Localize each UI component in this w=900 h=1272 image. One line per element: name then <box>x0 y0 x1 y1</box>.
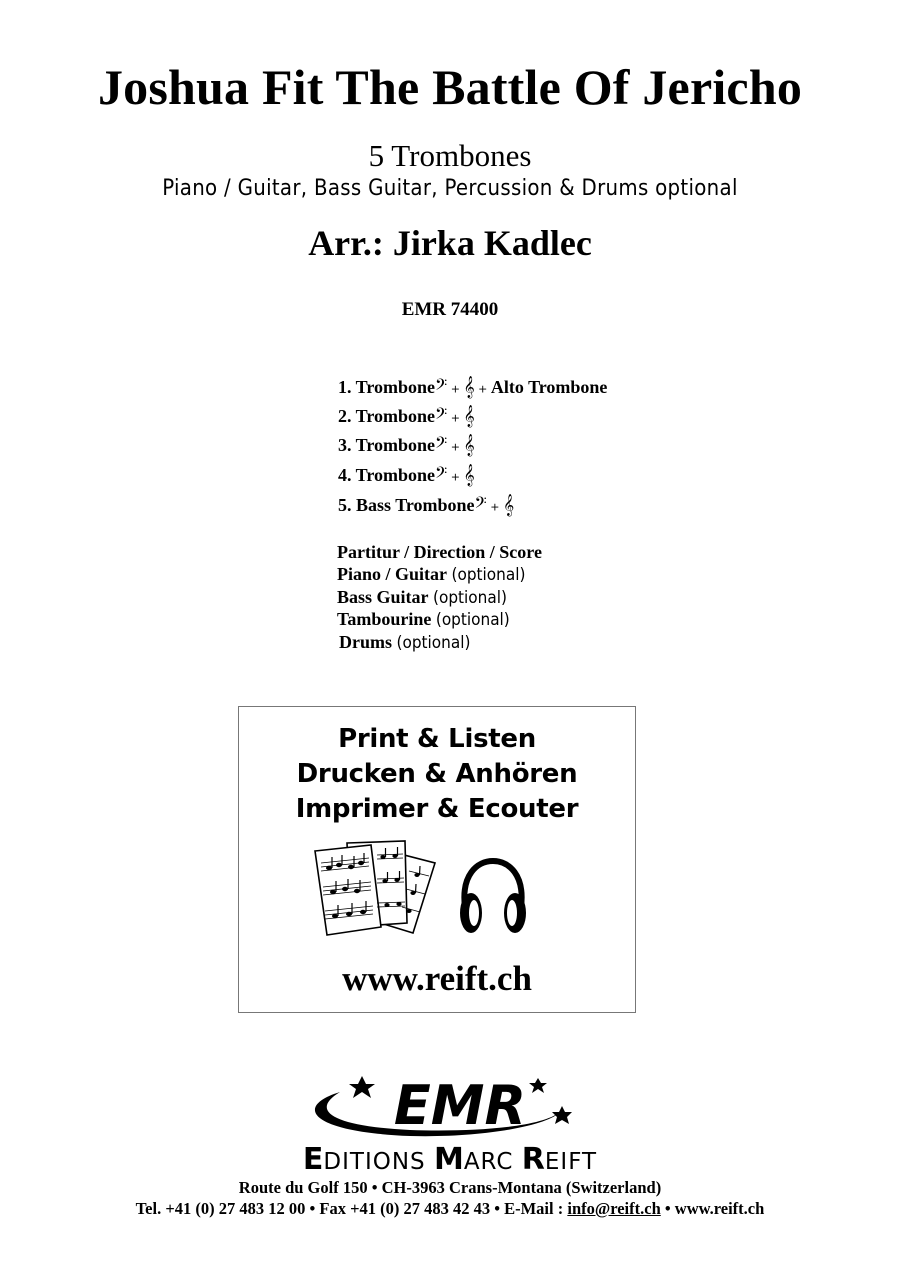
extra-item <box>337 587 507 608</box>
part-label: 4. Trombone <box>338 465 436 485</box>
treble-clef-icon: 𝄞 <box>463 464 475 486</box>
promo-line-2: Drucken & Anhören <box>296 759 578 789</box>
extra-note: (optional) <box>435 610 510 630</box>
promo-line-3: Imprimer & Ecouter <box>295 794 579 824</box>
part-label: 2. Trombone <box>338 406 436 426</box>
sheet-music-icon <box>311 837 441 937</box>
email-link[interactable]: info@reift.ch <box>567 1199 661 1218</box>
extra-name: Drums <box>339 632 392 652</box>
extra-note: (optional) <box>433 588 507 608</box>
publisher-name: EDITIONS MARC REIFT <box>302 1142 598 1177</box>
catalog-number: EMR 74400 <box>401 299 499 320</box>
arranger: Arr.: Jirka Kadlec <box>308 223 592 263</box>
footer-contact: Tel. +41 (0) 27 483 12 00 • Fax +41 (0) 27 483 42 43 • E-Mail : info@reift.ch • www.reift.ch <box>135 1199 765 1218</box>
part-item: 2. Trombone𝄢 + 𝄞 <box>338 405 475 427</box>
logo-text: EMR <box>393 1074 527 1137</box>
extra-item <box>337 564 525 585</box>
extra-name: Piano / Guitar <box>337 564 448 584</box>
promo-url[interactable]: www.reift.ch <box>342 959 532 998</box>
part-item: 1. Trombone𝄢 + 𝄞 + Alto Trombone <box>338 376 608 398</box>
extra-name: Tambourine <box>337 609 432 629</box>
extra-name: Bass Guitar <box>337 587 429 607</box>
promo-box <box>238 706 636 1013</box>
bass-clef-icon: 𝄢 <box>474 494 487 516</box>
treble-clef-icon: 𝄞 <box>463 405 475 427</box>
treble-clef-icon: 𝄞 <box>463 434 475 456</box>
extra-name: Partitur / Direction / Score <box>337 542 542 562</box>
page-title: Joshua Fit The Battle Of Jericho <box>97 59 803 115</box>
bass-clef-icon: 𝄢 <box>435 376 448 398</box>
part-label: 5. Bass Trombone <box>338 495 475 515</box>
footer-address: Route du Golf 150 • CH-3963 Crans-Montana (Switzerland) <box>238 1178 662 1197</box>
part-label: 1. Trombone <box>338 377 436 397</box>
extra-note: (optional) <box>451 565 526 585</box>
optional-instruments: Piano / Guitar, Bass Guitar, Percussion & Drums optional <box>162 176 738 201</box>
part-item: 3. Trombone𝄢 + 𝄞 <box>338 434 475 456</box>
emr-logo <box>300 1072 590 1144</box>
part-item: 4. Trombone𝄢 + 𝄞 <box>338 464 475 486</box>
part-label: 3. Trombone <box>338 435 436 455</box>
instrumentation: 5 Trombones <box>368 138 532 173</box>
extra-item <box>337 542 542 563</box>
extra-note: (optional) <box>396 633 471 653</box>
treble-clef-icon: 𝄞 <box>502 494 515 516</box>
treble-clef-icon: 𝄞 <box>463 376 475 398</box>
bass-clef-icon: 𝄢 <box>435 434 448 456</box>
extra-item <box>339 632 470 653</box>
promo-line-1: Print & Listen <box>338 724 536 754</box>
part-item: 5. Bass Trombone𝄢 + 𝄞 <box>338 494 515 516</box>
extra-item <box>337 609 510 630</box>
bass-clef-icon: 𝄢 <box>435 464 448 486</box>
headphones-icon <box>457 857 529 937</box>
bass-clef-icon: 𝄢 <box>435 405 448 427</box>
part-extra: Alto Trombone <box>490 377 608 397</box>
